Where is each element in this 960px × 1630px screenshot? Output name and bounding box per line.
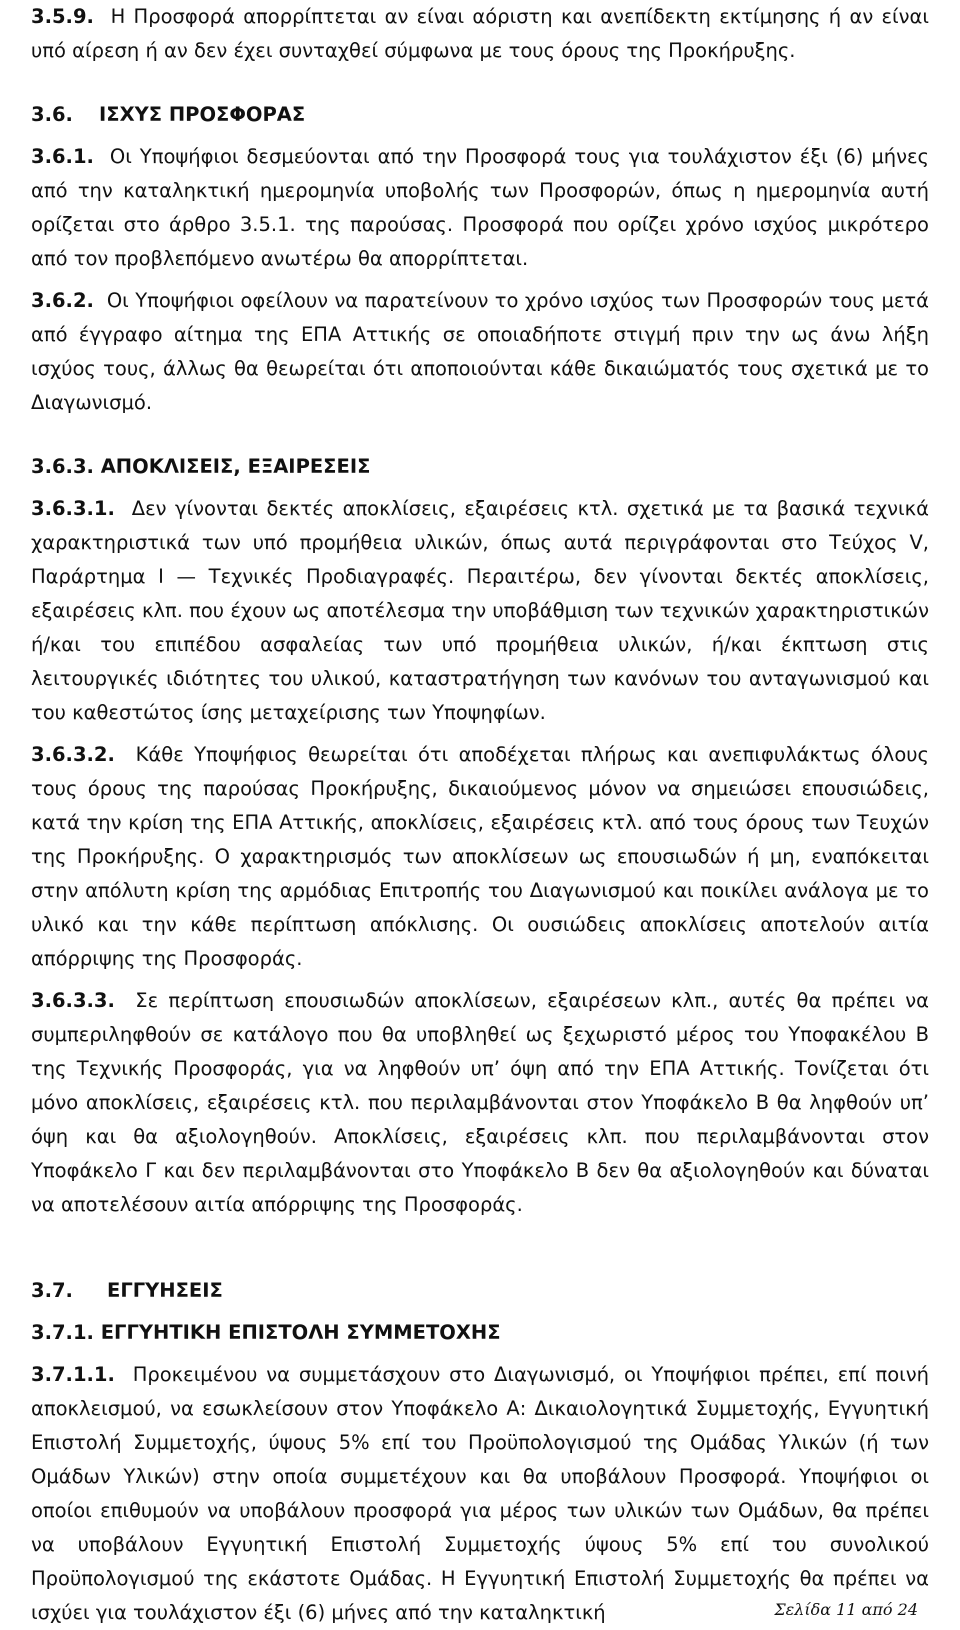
section-number: 3.6.2. xyxy=(31,289,94,312)
paragraph-3-6-2 xyxy=(31,284,929,420)
section-number: 3.6.1. xyxy=(31,145,94,168)
paragraph-3-6-3-2 xyxy=(31,738,929,976)
heading-3-7 xyxy=(31,1274,929,1308)
heading-3-6-3 xyxy=(31,450,929,484)
section-number: 3.5.9. xyxy=(31,5,94,28)
paragraph-text: Κάθε Υποψήφιος θεωρείται ότι αποδέχεται πλήρως και ανεπιφυλάκτως όλους τους όρους της παρούσας Προκήρυξης, δικαιούμενος μόνον να σημειώσει επουσιώδεις, κατά την κρίση της ΕΠΑ Αττικής, αποκλίσεις, εξαιρέσεις κτλ. από τους όρους των Τευχών της Προκήρυξης. Ο χαρακτηρισμός των αποκλίσεων ως επουσιωδών ή μη, εναπόκειται στην απόλυτη κρίση της αρμόδιας Επιτροπής του Διαγωνισμού και ποικίλει ανάλογα με το υλικό και την κάθε περίπτωση απόκλισης. Οι ουσιώδεις αποκλίσεις αποτελούν αιτία απόρριψης της Προσφοράς. xyxy=(31,743,929,970)
section-number: 3.6.3.2. xyxy=(31,743,115,766)
paragraph-3-6-3-1 xyxy=(31,492,929,730)
paragraph-text: Οι Υποψήφιοι οφείλουν να παρατείνουν το χρόνο ισχύος των Προσφορών τους μετά από έγγραφο αίτημα της ΕΠΑ Αττικής σε οποιαδήποτε στιγμή πριν την ως άνω λήξη ισχύος τους, άλλως θα θεωρείται ότι αποποιούνται κάθε δικαιώματός τους σχετικά με το Διαγωνισμό. xyxy=(31,289,929,414)
paragraph-text: Δεν γίνονται δεκτές αποκλίσεις, εξαιρέσεις κτλ. σχετικά με τα βασικά τεχνικά χαρακτηριστικά των υπό προμήθεια υλικών, όπως αυτά περιγράφονται στο Τεύχος V, Παράρτημα Ι — Τεχνικές Προδιαγραφές. Περαιτέρω, δεν γίνονται δεκτές αποκλίσεις, εξαιρέσεις κλπ. που έχουν ως αποτέλεσμα την υποβάθμιση των τεχνικών χαρακτηριστικών ή/και του επιπέδου ασφαλείας των υπό προμήθεια υλικών, ή/και έκπτωση στις λειτουργικές ιδιότητες του υλικού, καταστρατήγηση των κανόνων του ανταγωνισμού και του καθεστώτος ίσης μεταχείρισης των Υποψηφίων. xyxy=(31,497,929,724)
page-number-footer: Σελίδα 11 από 24 xyxy=(774,1600,918,1619)
paragraph-3-6-1 xyxy=(31,140,929,276)
section-number: 3.6.3.1. xyxy=(31,497,115,520)
paragraph-text: Σε περίπτωση επουσιωδών αποκλίσεων, εξαιρέσεων κλπ., αυτές θα πρέπει να συμπεριληφθούν σε κατάλογο που θα υποβληθεί ως ξεχωριστό μέρος του Υποφακέλου Β της Τεχνικής Προσφοράς, για να ληφθούν υπ’ όψη από την ΕΠΑ Αττικής. Τονίζεται ότι μόνο αποκλίσεις, εξαιρέσεις κτλ. που περιλαμβάνονται στον Υποφάκελο Β θα ληφθούν υπ’ όψη και θα αξιολογηθούν. Αποκλίσεις, εξαιρέσεις κλπ. που περιλαμβάνονται στον Υποφάκελο Γ και δεν περιλαμβάνονται στο Υποφάκελο Β δεν θα αξιολογηθούν και δύναται να αποτελέσουν αιτία απόρριψης της Προσφοράς. xyxy=(31,989,929,1216)
paragraph-text: Οι Υποψήφιοι δεσμεύονται από την Προσφορά τους για τουλάχιστον έξι (6) μήνες από την καταληκτική ημερομηνία υποβολής των Προσφορών, όπως η ημερομηνία αυτή ορίζεται στο άρθρο 3.5.1. της παρούσας. Προσφορά που ορίζει χρόνο ισχύος μικρότερο από τον προβλεπόμενο ανωτέρω θα απορρίπτεται. xyxy=(31,145,929,270)
section-number: 3.6.3.3. xyxy=(31,989,115,1012)
section-number: 3.7.1. xyxy=(31,1321,94,1344)
heading-title: ΕΓΓΥΗΣΕΙΣ xyxy=(107,1279,223,1302)
paragraph-3-5-9 xyxy=(31,0,929,68)
document-page xyxy=(31,0,929,1630)
heading-title: ΙΣΧΥΣ ΠΡΟΣΦΟΡΑΣ xyxy=(99,103,306,126)
heading-3-7-1 xyxy=(31,1316,929,1350)
section-number: 3.7. xyxy=(31,1279,73,1302)
paragraph-3-6-3-3 xyxy=(31,984,929,1222)
section-number: 3.7.1.1. xyxy=(31,1363,115,1386)
heading-title: ΕΓΓΥΗΤΙΚΗ ΕΠΙΣΤΟΛΗ ΣΥΜΜΕΤΟΧΗΣ xyxy=(100,1321,501,1344)
paragraph-3-7-1-1 xyxy=(31,1358,929,1630)
paragraph-text: Η Προσφορά απορρίπτεται αν είναι αόριστη και ανεπίδεκτη εκτίμησης ή αν είναι υπό αίρεση ή αν δεν έχει συνταχθεί σύμφωνα με τους όρους της Προκήρυξης. xyxy=(31,5,930,62)
paragraph-text: Προκειμένου να συμμετάσχουν στο Διαγωνισμό, οι Υποψήφιοι πρέπει, επί ποινή αποκλεισμού, να εσωκλείσουν στον Υποφάκελο Α: Δικαιολογητικά Συμμετοχής, Εγγυητική Επιστολή Συμμετοχής, ύψους 5% επί του Προϋπολογισμού της Ομάδας Υλικών (ή των Ομάδων Υλικών) στην οποία συμμετέχουν και θα υποβάλουν Προσφορά. Υποψήφιοι οι οποίοι επιθυμούν να υποβάλουν προσφορά για μέρος των υλικών των Ομάδων, θα πρέπει να υποβάλουν Εγγυητική Επιστολή Συμμετοχής ύψους 5% επί του συνολικού Προϋπολογισμού της εκάστοτε Ομάδας. Η Εγγυητική Επιστολή Συμμετοχής θα πρέπει να ισχύει για τουλάχιστον έξι (6) μήνες από την καταληκτική xyxy=(31,1363,929,1624)
heading-3-6 xyxy=(31,98,929,132)
section-number: 3.6. xyxy=(31,103,73,126)
heading-title: 3.6.3. ΑΠΟΚΛΙΣΕΙΣ, ΕΞΑΙΡΕΣΕΙΣ xyxy=(31,455,371,478)
